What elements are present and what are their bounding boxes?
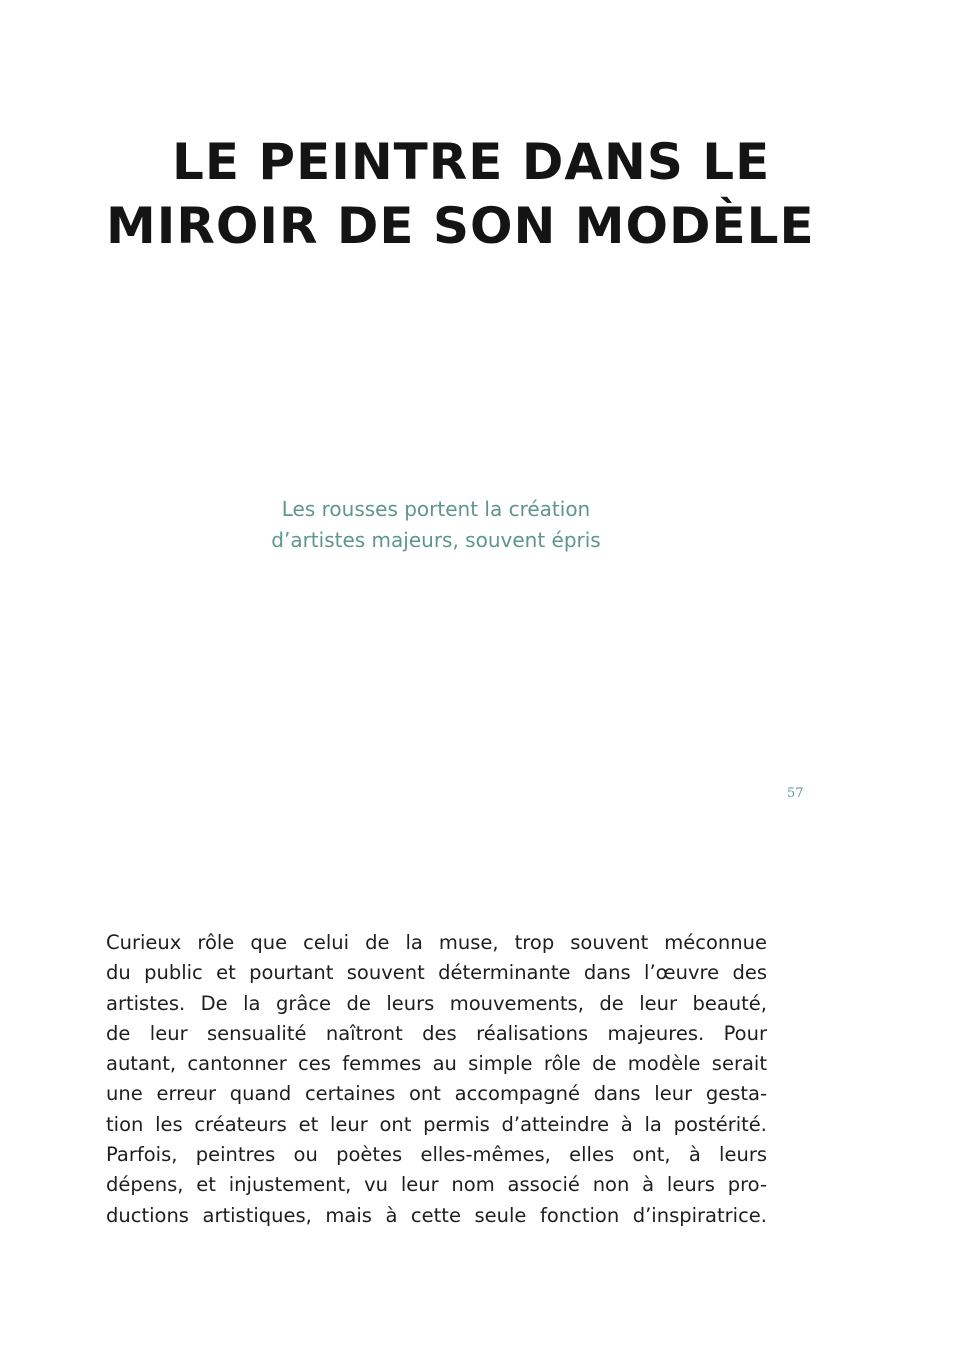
body-line: dépens, et injustement, vu leur nom associé non à leurs pro-: [106, 1173, 767, 1197]
body-line: artistes. De la grâce de leurs mouvements, de leur beauté,: [106, 991, 767, 1015]
chapter-title: [106, 130, 815, 258]
body-line: une erreur quand certaines ont accompagné dans leur gesta-: [106, 1082, 767, 1106]
body-line: Curieux rôle que celui de la muse, trop souvent méconnue: [106, 931, 767, 954]
chapter-subtitle-line-2: d’artistes majeurs, souvent épris: [271, 528, 601, 552]
body-line: autant, cantonner ces femmes au simple rôle de modèle serait: [106, 1052, 767, 1076]
body-line: ductions artistiques, mais à cette seule fonction d’inspiratrice.: [106, 1203, 767, 1227]
page-number: 57: [787, 786, 804, 801]
body-line: de leur sensualité naîtront des réalisations majeures. Pour: [106, 1021, 767, 1045]
chapter-title-line-2: MIROIR DE SON MODÈLE: [106, 197, 815, 255]
chapter-subtitle-line-1: Les rousses portent la création: [281, 497, 591, 521]
chapter-subtitle: [200, 494, 672, 556]
body-paragraph: [106, 928, 767, 1231]
body-line: Parfois, peintres ou poètes elles-mêmes, elles ont, à leurs: [106, 1143, 767, 1167]
chapter-title-line-1: LE PEINTRE DANS LE: [172, 133, 771, 191]
body-line: tion les créateurs et leur ont permis d’atteindre à la postérité.: [106, 1112, 767, 1136]
body-line: du public et pourtant souvent déterminante dans l’œuvre des: [106, 961, 767, 985]
